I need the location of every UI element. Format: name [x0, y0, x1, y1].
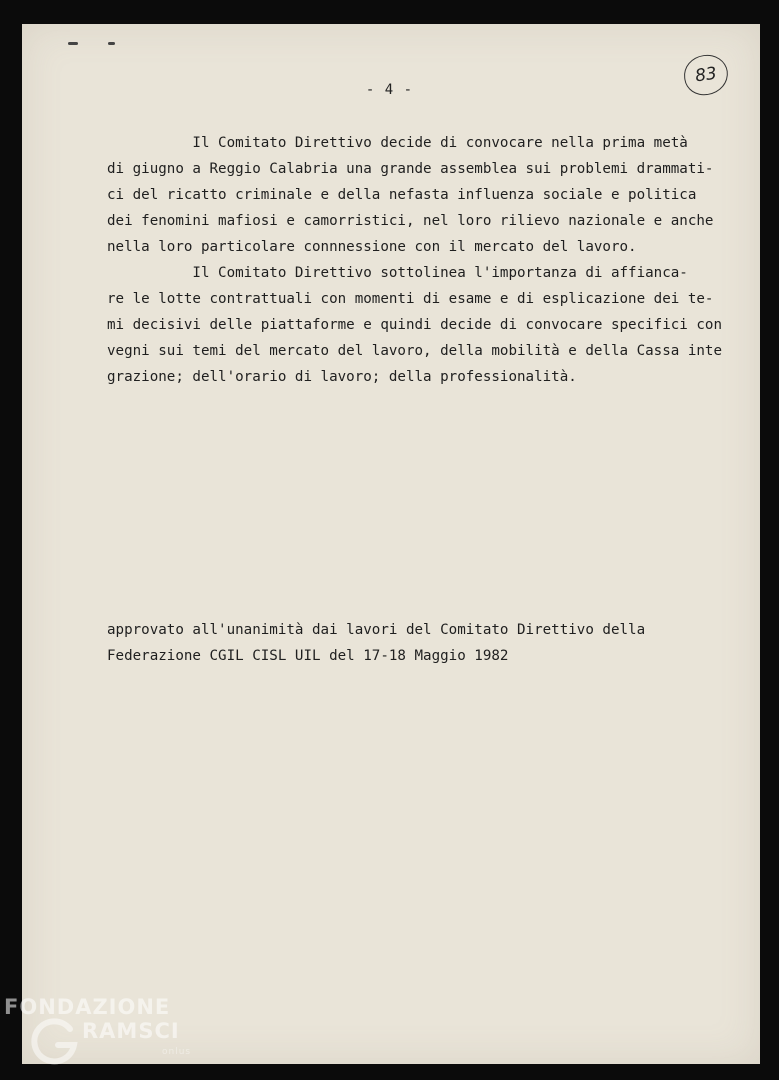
body-line: vegni sui temi del mercato del lavoro, della mobilità e della Cassa inte [107, 343, 722, 359]
watermark-suffix: onlus [162, 1047, 192, 1057]
closing-line: approvato all'unanimità dai lavori del Comitato Direttivo della [107, 622, 646, 638]
punch-mark [68, 42, 78, 45]
body-line: Il Comitato Direttivo decide di convocare nella prima metà [107, 135, 688, 151]
body-line: dei fenomini mafiosi e camorristici, nel loro rilievo nazionale e anche [107, 213, 714, 229]
archive-watermark [4, 995, 204, 1075]
watermark-line1: FONDAZIONE [4, 995, 171, 1019]
paper-sheet [22, 24, 760, 1064]
body-line: ci del ricatto criminale e della nefasta influenza sociale e politica [107, 187, 697, 203]
g-logo-icon [30, 1015, 80, 1065]
page-number: - 4 - [365, 82, 414, 98]
folio-number: 83 [681, 52, 730, 98]
body-line: di giugno a Reggio Calabria una grande assemblea sui problemi drammati- [107, 161, 714, 177]
body-line: re le lotte contrattuali con momenti di esame e di esplicazione dei te- [107, 291, 714, 307]
closing-line: Federazione CGIL CISL UIL del 17-18 Maggio 1982 [107, 648, 509, 664]
body-line: Il Comitato Direttivo sottolinea l'importanza di affianca- [107, 265, 688, 281]
body-line: nella loro particolare connnessione con il mercato del lavoro. [107, 239, 637, 255]
body-line: grazione; dell'orario di lavoro; della professionalità. [107, 369, 577, 385]
punch-mark [108, 42, 115, 45]
watermark-line2: RAMSCI [82, 1019, 180, 1043]
body-line: mi decisivi delle piattaforme e quindi decide di convocare specifici con [107, 317, 722, 333]
